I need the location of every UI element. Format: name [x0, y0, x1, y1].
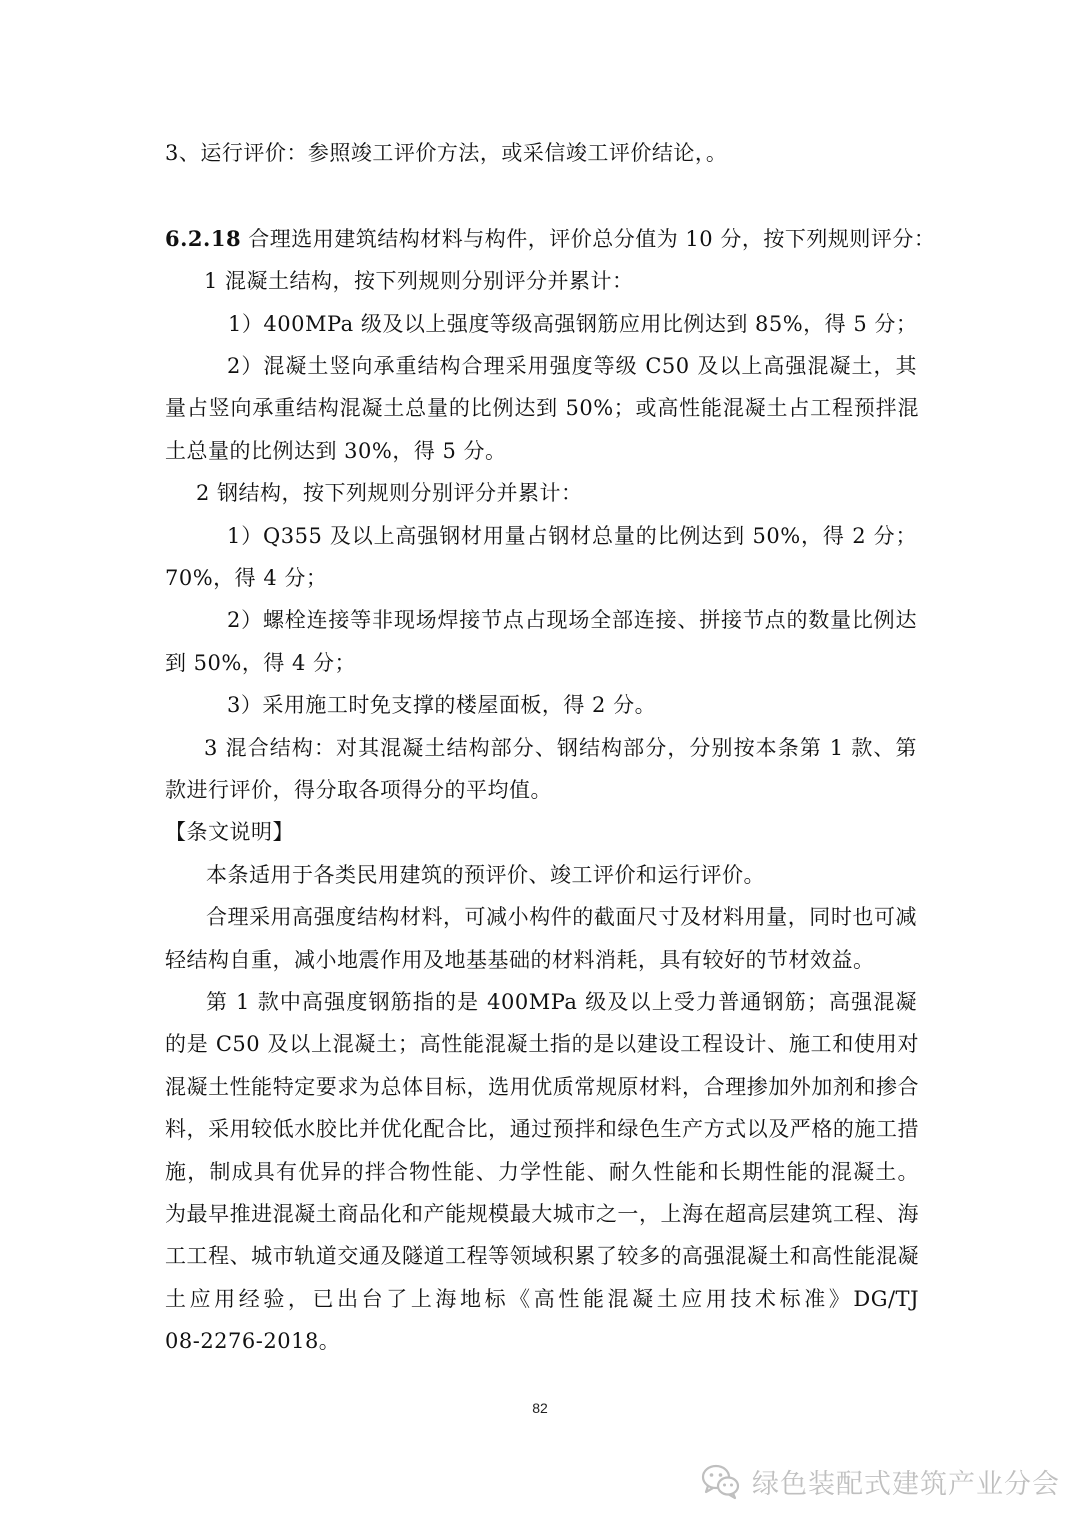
- subitem-rebar: 1）400MPa 级及以上强度等级高强钢筋应用比例达到 85%，得 5 分；: [228, 312, 918, 336]
- text-line: 工工程、城市轨道交通及隧道工程等领域积累了较多的高强混凝土和高性能混凝: [165, 1244, 919, 1268]
- clause-number: 6.2.18: [165, 226, 242, 251]
- paragraph-definitions: 第 1 款中高强度钢筋指的是 400MPa 级及以上受力普通钢筋；高强混凝: [206, 990, 917, 1014]
- clause-title: 合理选用建筑结构材料与构件，评价总分值为 10 分，按下列规则评分：: [241, 227, 936, 251]
- subitem-floor-slab: 3）采用施工时免支撑的楼屋面板，得 2 分。: [227, 693, 657, 717]
- text-line: 量占竖向承重结构混凝土总量的比例达到 50%；或高性能混凝土占工程预拌混: [165, 396, 919, 420]
- text-line: 施，制成具有优异的拌合物性能、力学性能、耐久性能和长期性能的混凝土。: [165, 1160, 919, 1184]
- paragraph-operation-evaluation: 3、运行评价：参照竣工评价方法，或采信竣工评价结论，。: [165, 141, 728, 165]
- paragraph-high-strength: 合理采用高强度结构材料，可减小构件的截面尺寸及材料用量，同时也可减: [206, 905, 917, 929]
- text-line: 混凝土性能特定要求为总体目标，选用优质常规原材料，合理掺加外加剂和掺合: [165, 1075, 919, 1099]
- text-line: 土总量的比例达到 30%，得 5 分。: [165, 439, 507, 463]
- watermark-text: 绿色装配式建筑产业分会: [752, 1468, 1060, 1500]
- text-line: 08-2276-2018。: [165, 1329, 341, 1353]
- watermark: [700, 1456, 1060, 1506]
- clause-6-2-18: [165, 224, 935, 254]
- text-line: 70%，得 4 分；: [165, 566, 328, 590]
- item-concrete-structure: 1 混凝土结构，按下列规则分别评分并累计：: [204, 269, 634, 293]
- section-heading-explanation: 【条文说明】: [165, 820, 294, 844]
- text-line: 轻结构自重，减小地震作用及地基基础的材料消耗，具有较好的节材效益。: [165, 948, 875, 972]
- paragraph-scope: 本条适用于各类民用建筑的预评价、竣工评价和运行评价。: [206, 863, 765, 887]
- subitem-q355: 1）Q355 及以上高强钢材用量占钢材总量的比例达到 50%，得 2 分；: [227, 524, 917, 548]
- page-number: 82: [532, 1400, 548, 1416]
- text-line: 料，采用较低水胶比并优化配合比，通过预拌和绿色生产方式以及严格的施工措: [165, 1117, 919, 1141]
- text-line: 到 50%，得 4 分；: [165, 651, 357, 675]
- item-steel-structure: 2 钢结构，按下列规则分别评分并累计：: [196, 481, 583, 505]
- wechat-icon: [700, 1460, 742, 1502]
- item-hybrid-structure: 3 混合结构：对其混凝土结构部分、钢结构部分，分别按本条第 1 款、第: [204, 736, 917, 760]
- text-line: 为最早推进混凝土商品化和产能规模最大城市之一，上海在超高层建筑工程、海: [165, 1202, 919, 1226]
- text-line: 款进行评价，得分取各项得分的平均值。: [165, 778, 552, 802]
- subitem-bolted-joints: 2）螺栓连接等非现场焊接节点占现场全部连接、拼接节点的数量比例达: [227, 608, 917, 632]
- subitem-concrete-c50: 2）混凝土竖向承重结构合理采用强度等级 C50 及以上高强混凝土，其: [227, 354, 917, 378]
- text-line: 土应用经验，已出台了上海地标《高性能混凝土应用技术标准》DG/TJ: [165, 1287, 919, 1311]
- text-line: 的是 C50 及以上混凝土；高性能混凝土指的是以建设工程设计、施工和使用对: [165, 1032, 919, 1056]
